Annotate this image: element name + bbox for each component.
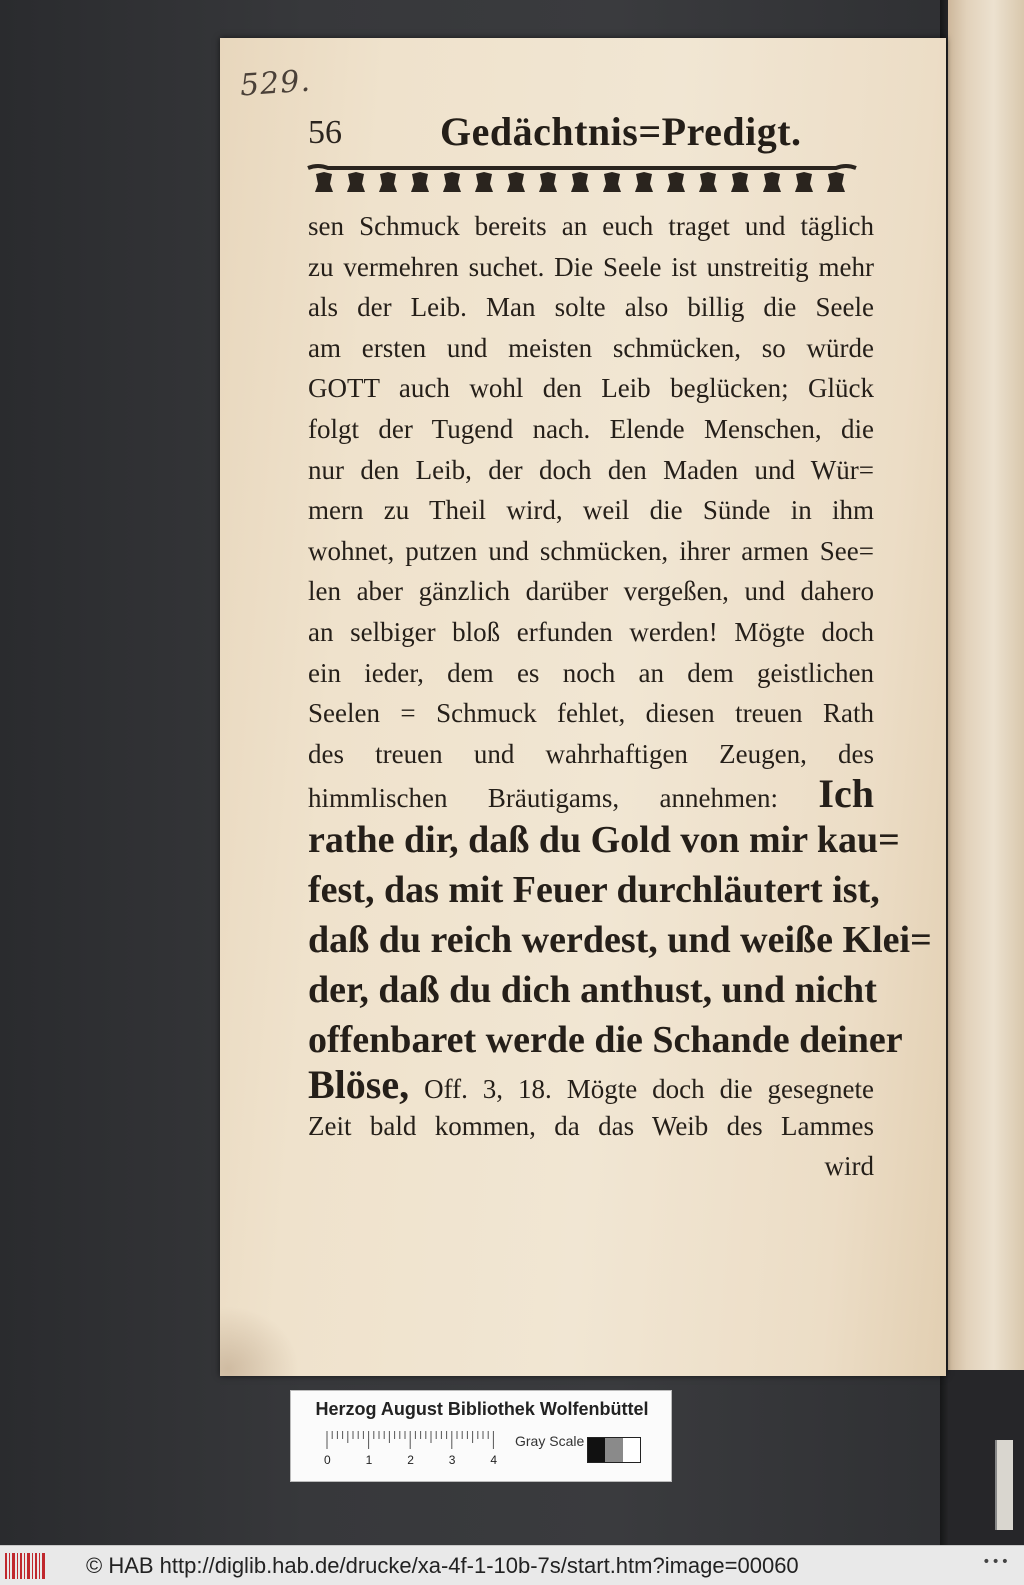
ornament-tassel bbox=[411, 172, 429, 192]
ornament-tassel bbox=[827, 172, 845, 192]
text-run: Off. 3, 18. Mögte doch die gesegnete bbox=[424, 1073, 875, 1104]
ornament-tassel bbox=[475, 172, 493, 192]
text-line-mixed bbox=[308, 1061, 875, 1107]
grayscale-label: Gray Scale bbox=[515, 1433, 585, 1449]
ornament-tassel bbox=[699, 172, 717, 192]
text-line: nur den Leib, der doch den Maden und Wür= bbox=[308, 454, 874, 485]
next-leaf-tab bbox=[995, 1440, 1013, 1530]
text-run: himmlischen Bräutigams, annehmen: bbox=[308, 783, 778, 814]
ornament-tassel bbox=[315, 172, 333, 192]
ornament-tassel bbox=[667, 172, 685, 192]
barcode-icon bbox=[4, 1551, 48, 1581]
ornament-tassel bbox=[571, 172, 589, 192]
text-line-large: daß du reich werdest, und weiße Klei= bbox=[308, 918, 932, 961]
ruler bbox=[324, 1427, 507, 1467]
text-run-large: Blöse, bbox=[308, 1061, 410, 1107]
text-line: Seelen = Schmuck fehlet, diesen treuen Rath bbox=[308, 698, 874, 729]
ornament-tassel bbox=[731, 172, 749, 192]
ornament-tassel bbox=[763, 172, 781, 192]
next-leaf-edge bbox=[948, 0, 1024, 1545]
text-line-large: rathe dir, daß du Gold von mir kau= bbox=[308, 818, 900, 861]
ruler-label: 0 bbox=[324, 1453, 331, 1467]
footer-bar bbox=[0, 1545, 1024, 1585]
ornament-tassel bbox=[603, 172, 621, 192]
text-line: ein ieder, dem es noch an dem geistlichen bbox=[308, 657, 874, 688]
grayscale-swatches bbox=[587, 1437, 641, 1463]
text-line: sen Schmuck bereits an euch traget und täglich bbox=[308, 211, 874, 241]
text-line: folgt der Tugend nach. Elende Menschen, die bbox=[308, 413, 874, 444]
text-line: Zeit bald kommen, da das Weib des Lammes bbox=[308, 1110, 874, 1141]
grayscale-swatch bbox=[588, 1438, 605, 1462]
ornament-tassel bbox=[539, 172, 557, 192]
text-line-large: der, daß du dich anthust, und nicht bbox=[308, 968, 877, 1011]
ornament-border bbox=[308, 164, 856, 198]
ruler-label: 2 bbox=[407, 1453, 414, 1467]
book-page bbox=[220, 38, 946, 1376]
ornament-tassel bbox=[379, 172, 397, 192]
copyright-link[interactable]: © HAB http://diglib.hab.de/drucke/xa-4f-1-10b-7s/start.htm?image=00060 bbox=[86, 1552, 799, 1578]
ornament-tassel bbox=[443, 172, 461, 192]
text-line: am ersten und meisten schmücken, so würde bbox=[308, 332, 874, 363]
ornament-tassel bbox=[635, 172, 653, 192]
ornament-tassel bbox=[507, 172, 525, 192]
text-line-mixed bbox=[308, 771, 874, 817]
more-icon[interactable]: ••• bbox=[982, 1554, 1010, 1570]
ruler-label: 1 bbox=[365, 1453, 373, 1467]
text-run-large: Ich bbox=[818, 771, 874, 817]
ruler-label: 4 bbox=[490, 1453, 498, 1467]
text-line: an selbiger bloß erfunden werden! Mögte doch bbox=[308, 616, 874, 647]
body-text bbox=[308, 206, 932, 1187]
text-line-large: offenbaret werde die Schande deiner bbox=[308, 1018, 903, 1061]
text-line: mern zu Theil wird, weil die Sünde in ihm bbox=[308, 495, 874, 526]
text-line: als der Leib. Man solte also billig die Seele bbox=[308, 292, 874, 323]
running-head: Gedächtnis=Predigt. bbox=[440, 109, 802, 154]
grayscale-swatch bbox=[623, 1438, 640, 1462]
text-line: GOTT auch wohl den Leib beglücken; Glück bbox=[308, 373, 874, 404]
page-number: 56 bbox=[308, 114, 342, 151]
text-line: zu vermehren suchet. Die Seele ist unstreitig mehr bbox=[308, 251, 874, 282]
catchword: wird bbox=[824, 1151, 874, 1182]
text-line-large: fest, das mit Feuer durchläutert ist, bbox=[308, 868, 880, 911]
ruler-label: 3 bbox=[448, 1453, 456, 1467]
library-name: Herzog August Bibliothek Wolfenbüttel bbox=[315, 1399, 649, 1419]
library-color-card bbox=[290, 1390, 672, 1482]
handwritten-note: 529. bbox=[238, 63, 312, 104]
text-line: wohnet, putzen und schmücken, ihrer armen See= bbox=[308, 535, 874, 566]
text-line: len aber gänzlich darüber vergeßen, und dahero bbox=[308, 576, 874, 607]
ornament-tassel bbox=[795, 172, 813, 192]
text-line: des treuen und wahrhaftigen Zeugen, des bbox=[308, 738, 874, 769]
grayscale-swatch bbox=[605, 1438, 622, 1462]
ornament-tassel bbox=[347, 172, 365, 192]
